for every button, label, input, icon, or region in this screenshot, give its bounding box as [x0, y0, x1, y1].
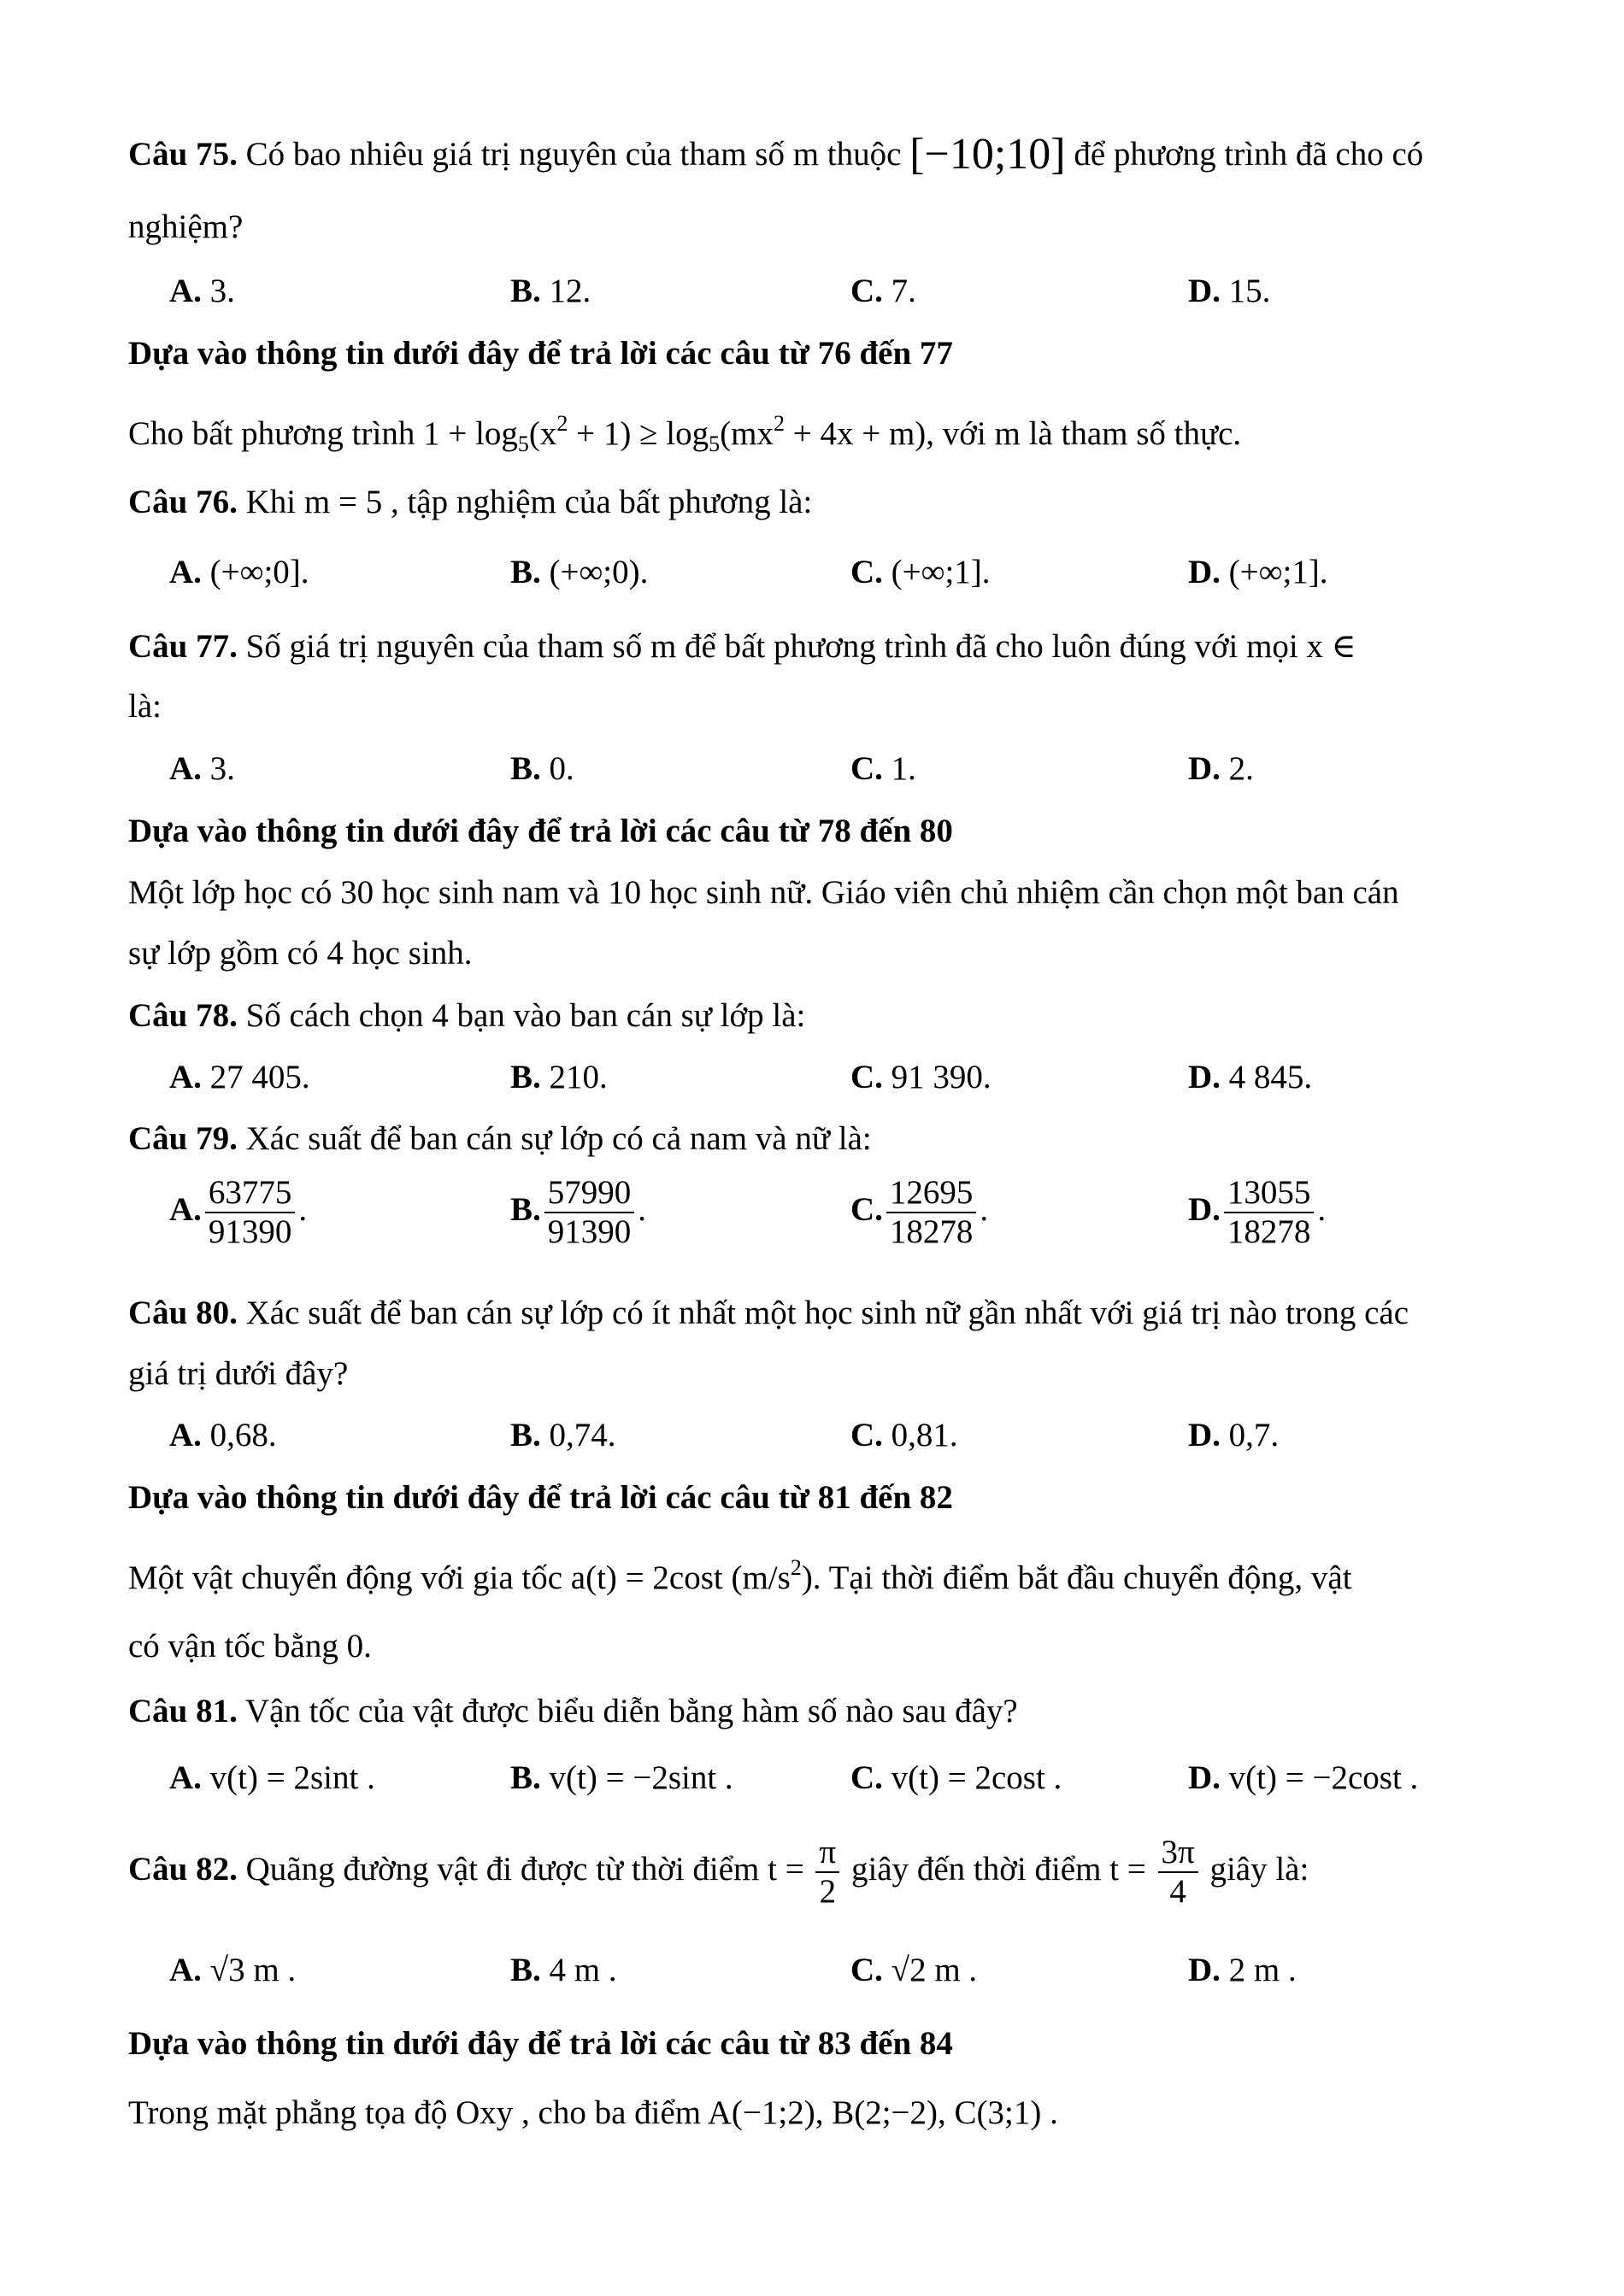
q79-option-a[interactable]: A. $\frac{63775}{91390}$ . [169, 1174, 308, 1250]
fraction: $\frac{12695}{18278}$ [886, 1174, 977, 1251]
q80-option-b[interactable]: B. 0,74. [510, 1417, 616, 1453]
q76-stem: Câu 76. Khi m = 5 , tập nghiệm của bất phương là: [128, 484, 813, 520]
q79-option-c[interactable]: C. $\frac{12695}{18278}$ . [850, 1174, 989, 1250]
q81-option-d[interactable]: D. v(t) = −2cost . [1188, 1759, 1419, 1796]
q80-stem-line1: Câu 80. Xác suất để ban cán sự lớp có ít nhất một học sinh nữ gần nhất với giá trị nào trong các [128, 1295, 1409, 1331]
q78-option-b[interactable]: B. 210. [510, 1059, 608, 1095]
q77-option-c[interactable]: C. 1. [850, 750, 916, 787]
q82-stem: Câu 82. Quãng đường vật đi được từ thời điểm t = $\frac{\pi}{2}$ giây đến thời điểm t = $\frac{3\pi}{4}$ giây là: [128, 1834, 1309, 1910]
q77-stem-line1: Câu 77. Số giá trị nguyên của tham số m để bất phương trình đã cho luôn đúng với mọi x ∈ [128, 628, 1356, 665]
q78-label: Câu 78. [128, 997, 238, 1034]
q78-option-a[interactable]: A. 27 405. [169, 1059, 310, 1095]
q75-text-a: Có bao nhiêu giá trị nguyên của tham số m thuộc [237, 136, 910, 173]
sec81-intro-line2: có vận tốc bằng 0. [128, 1628, 372, 1665]
q81-label: Câu 81. [128, 1693, 238, 1729]
q76-option-c[interactable]: C. (+∞;1]. [850, 554, 991, 590]
section-heading-81-82: Dựa vào thông tin dưới đây để trả lời các câu từ 81 đến 82 [128, 1479, 953, 1516]
q80-option-c[interactable]: C. 0,81. [850, 1417, 958, 1453]
q75-option-a[interactable]: A. 3. [169, 273, 235, 309]
q80-option-a[interactable]: A. 0,68. [169, 1417, 277, 1453]
q81-option-a[interactable]: A. v(t) = 2sint . [169, 1759, 375, 1796]
q75-stem-line1 [128, 130, 1424, 179]
q77-stem-line2: là: [128, 688, 162, 725]
q77-option-b[interactable]: B. 0. [510, 750, 574, 787]
q76-option-d[interactable]: D. (+∞;1]. [1188, 554, 1328, 590]
q75-stem-line2: nghiệm? [128, 208, 244, 245]
q79-stem: Câu 79. Xác suất để ban cán sự lớp có cả nam và nữ là: [128, 1120, 872, 1157]
q82-option-c[interactable]: C. √2 m . [850, 1952, 978, 1988]
fraction: $\frac{\pi}{2}$ [815, 1834, 839, 1911]
q75-option-d[interactable]: D. 15. [1188, 273, 1271, 309]
q82-option-d[interactable]: D. 2 m . [1188, 1952, 1297, 1988]
q80-stem-line2: giá trị dưới đây? [128, 1355, 349, 1392]
q82-option-b[interactable]: B. 4 m . [510, 1952, 617, 1988]
q76-option-a[interactable]: A. (+∞;0]. [169, 554, 309, 590]
sec83-intro: Trong mặt phẳng tọa độ Oxy , cho ba điểm A(−1;2), B(2;−2), C(3;1) . [128, 2094, 1058, 2131]
q79-option-d[interactable]: D. $\frac{13055}{18278}$ . [1188, 1174, 1327, 1250]
q76-label: Câu 76. [128, 484, 238, 520]
q80-label: Câu 80. [128, 1295, 238, 1331]
fraction: $\frac{3\pi}{4}$ [1158, 1834, 1198, 1911]
section-heading-76-77: Dựa vào thông tin dưới đây để trả lời các câu từ 76 đến 77 [128, 335, 953, 372]
q75-interval: [−10;10] [909, 130, 1066, 179]
q75-option-b[interactable]: B. 12. [510, 273, 591, 309]
q81-option-c[interactable]: C. v(t) = 2cost . [850, 1759, 1062, 1796]
fraction: $\frac{63775}{91390}$ [205, 1174, 296, 1251]
sec78-intro-line2: sự lớp gồm có 4 học sinh. [128, 935, 473, 972]
q79-option-b[interactable]: B. $\frac{57990}{91390}$ . [510, 1174, 647, 1250]
sec81-intro-line1: Một vật chuyển động với gia tốc a(t) = 2cost $(m/s^2)$. Tại thời điểm bắt đầu chuyển động, vật [128, 1555, 1352, 1596]
q77-option-d[interactable]: D. 2. [1188, 750, 1254, 787]
q78-option-c[interactable]: C. 91 390. [850, 1059, 991, 1095]
q78-stem: Câu 78. Số cách chọn 4 bạn vào ban cán sự lớp là: [128, 997, 806, 1034]
section-heading-83-84: Dựa vào thông tin dưới đây để trả lời các câu từ 83 đến 84 [128, 2025, 953, 2062]
q75-option-c[interactable]: C. 7. [850, 273, 916, 309]
section-heading-78-80: Dựa vào thông tin dưới đây để trả lời các câu từ 78 đến 80 [128, 813, 953, 849]
q81-stem: Câu 81. Vận tốc của vật được biểu diễn bằng hàm số nào sau đây? [128, 1693, 1018, 1729]
q75-text-b: để phương trình đã cho có [1065, 136, 1424, 173]
q80-option-d[interactable]: D. 0,7. [1188, 1417, 1280, 1453]
q79-label: Câu 79. [128, 1120, 238, 1157]
q75-label: Câu 75. [128, 136, 238, 173]
fraction: $\frac{57990}{91390}$ [544, 1174, 635, 1251]
q81-option-b[interactable]: B. v(t) = −2sint . [510, 1759, 733, 1796]
q76-option-b[interactable]: B. (+∞;0). [510, 554, 649, 590]
q82-label: Câu 82. [128, 1850, 238, 1888]
q77-option-a[interactable]: A. 3. [169, 750, 235, 787]
q77-label: Câu 77. [128, 628, 238, 665]
q78-option-d[interactable]: D. 4 845. [1188, 1059, 1313, 1095]
fraction: $\frac{13055}{18278}$ [1224, 1174, 1315, 1251]
sec78-intro-line1: Một lớp học có 30 học sinh nam và 10 học sinh nữ. Giáo viên chủ nhiệm cần chọn một ban cán [128, 874, 1399, 911]
sec76-intro: Cho bất phương trình $1 + \log_5(x^2 + 1) \ge \log_5(mx^2 + 4x + m)$, với m là tham số thực. [128, 411, 1242, 456]
q82-option-a[interactable]: A. √3 m . [169, 1952, 297, 1988]
